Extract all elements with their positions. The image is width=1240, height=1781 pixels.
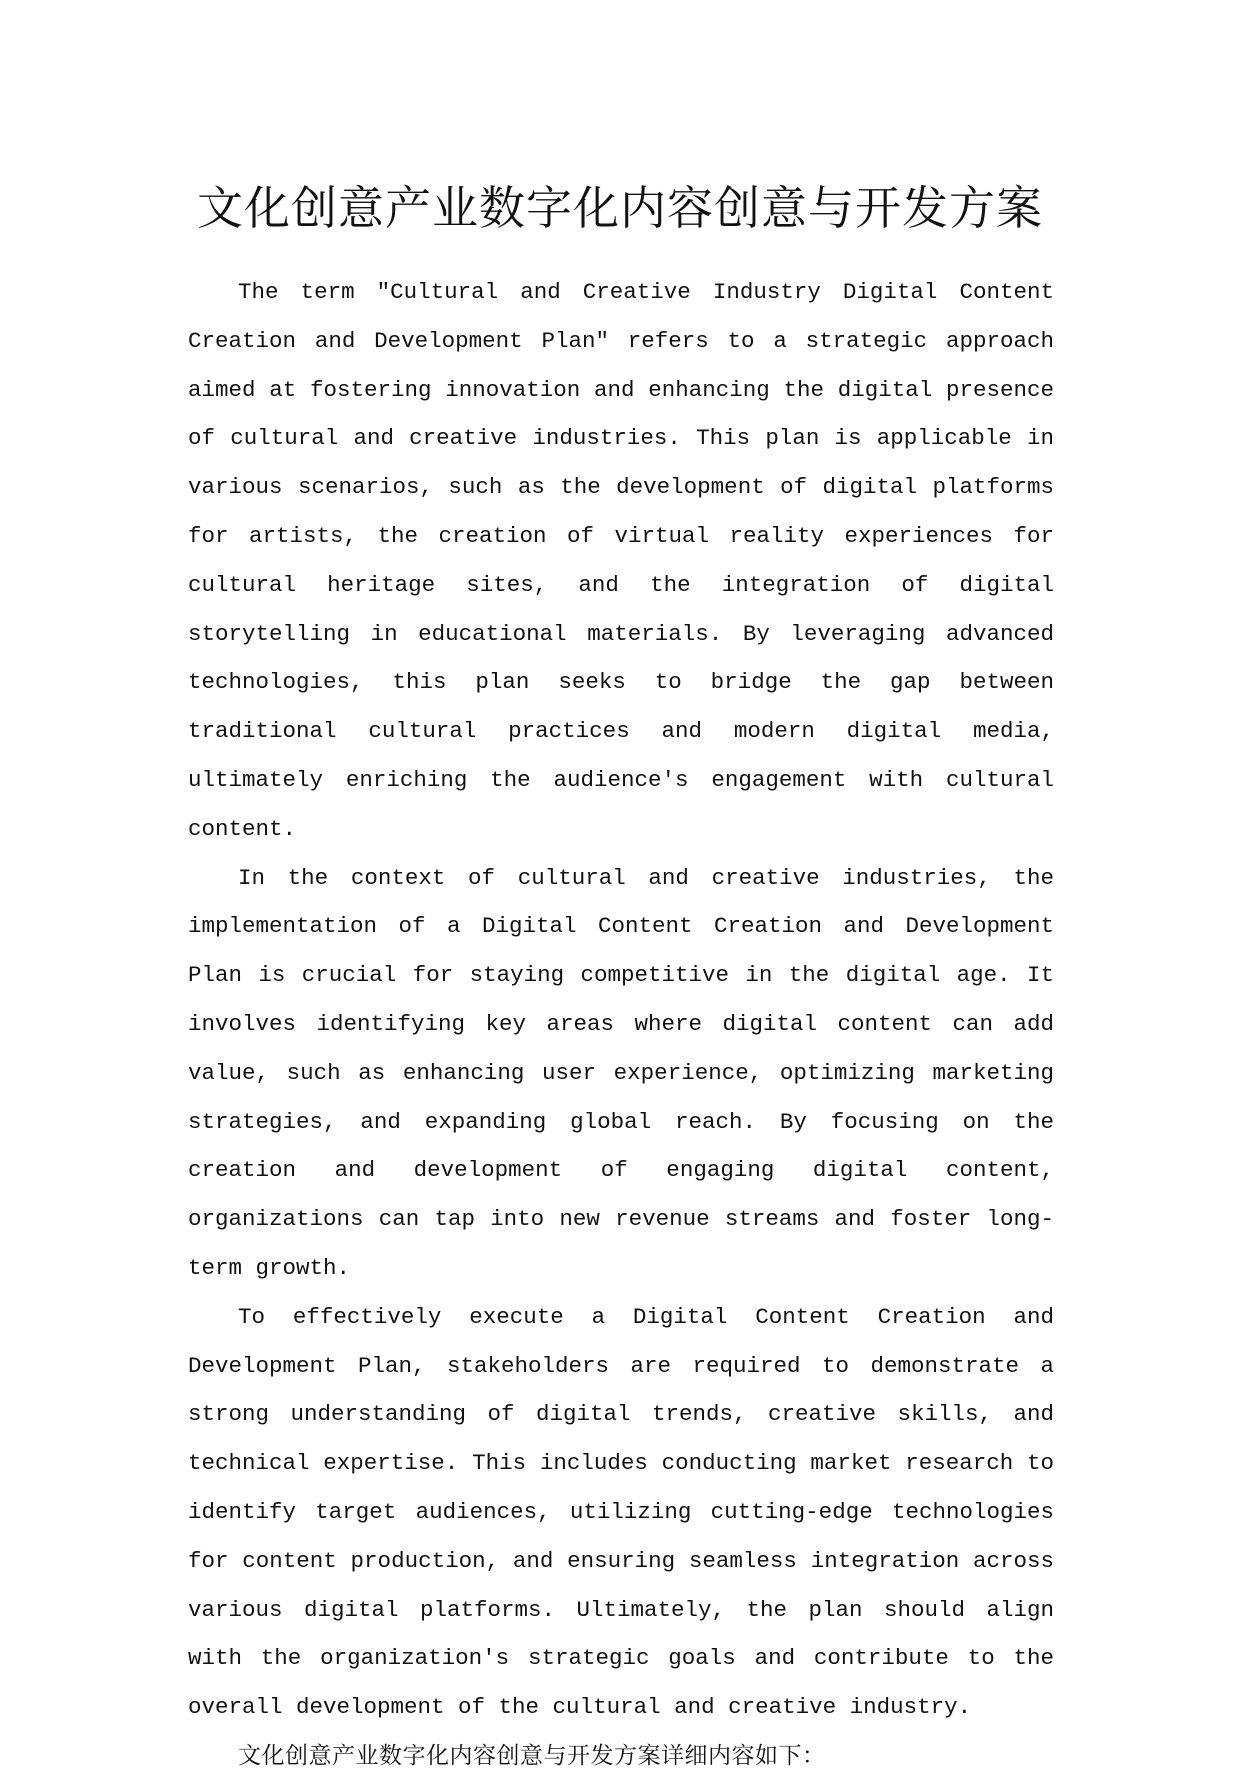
- paragraph-intro: The term "Cultural and Creative Industry Digital Content Creation and Development Plan" refers to a strategic approach aimed at fostering innovation and enhancing the digital presence of cultural and creative industries. This plan is applicable in various scenarios, such as the development of digital platforms for artists, the creation of virtual reality experiences for cultural heritage sites, and the integration of digital storytelling in educational materials. By leveraging advanced technologies, this plan seeks to bridge the gap between traditional cultural practices and modern digital media, ultimately enriching the audience's engagement with cultural content.: [188, 279, 1054, 842]
- paragraph-context: In the context of cultural and creative industries, the implementation of a Digital Content Creation and Development Plan is crucial for staying competitive in the digital age. It involves identifying key areas where digital content can add value, such as enhancing user experience, optimizing marketing strategies, and expanding global reach. By focusing on the creation and development of engaging digital content, organizations can tap into new revenue streams and foster long-term growth.: [188, 864, 1054, 1281]
- document-body: [188, 268, 1054, 1781]
- paragraph-closing: 文化创意产业数字化内容创意与开发方案详细内容如下：: [238, 1742, 826, 1769]
- paragraph-execution: To effectively execute a Digital Content Creation and Development Plan, stakeholders are required to demonstrate a strong understanding of digital trends, creative skills, and technical expertise. This includes conducting market research to identify target audiences, utilizing cutting-edge technologies for content production, and ensuring seamless integration across various digital platforms. Ultimately, the plan should align with the organization's strategic goals and contribute to the overall development of the cultural and creative industry.: [188, 1303, 1054, 1721]
- document-title: 文化创意产业数字化内容创意与开发方案: [197, 181, 1043, 235]
